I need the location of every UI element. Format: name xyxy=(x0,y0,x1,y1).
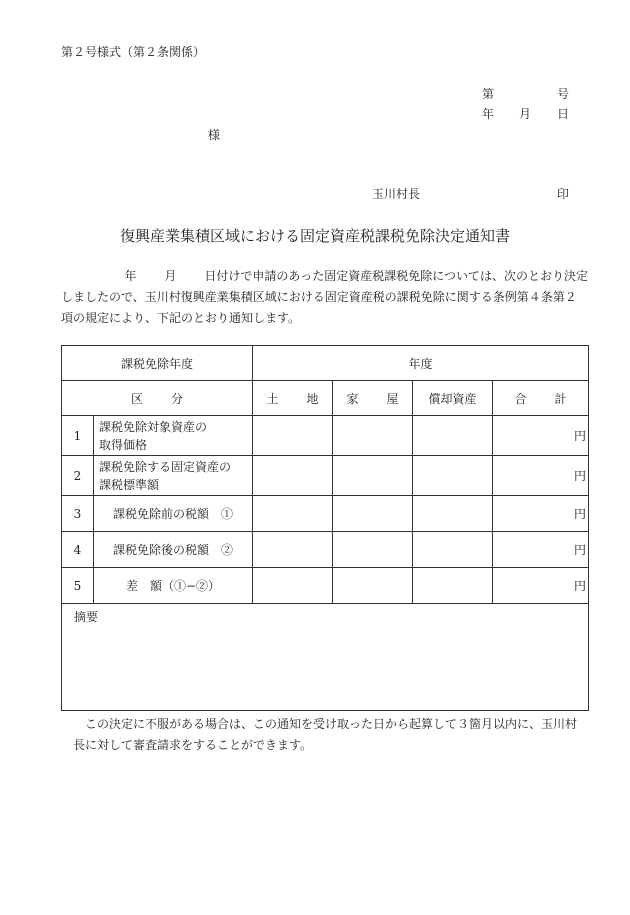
memo-cell[interactable] xyxy=(62,604,589,711)
land-value-cell[interactable] xyxy=(253,496,333,532)
column-total: 合 計 xyxy=(493,381,589,416)
total-cell[interactable]: 円 xyxy=(493,568,589,604)
row-label: 課税免除後の税額 ② xyxy=(94,532,253,568)
row-label: 差 額（①−②） xyxy=(94,568,253,604)
body-month: 月 xyxy=(164,269,177,283)
body-year: 年 xyxy=(124,269,137,283)
issuer-seal: 印 xyxy=(557,187,570,201)
table-row xyxy=(62,568,589,604)
house-value-cell[interactable] xyxy=(333,568,413,604)
table-row xyxy=(62,456,589,496)
table-row xyxy=(62,496,589,532)
house-value-cell[interactable] xyxy=(333,532,413,568)
document-number-suffix: 号 xyxy=(557,87,570,101)
depreciable-value-cell[interactable] xyxy=(413,532,493,568)
document-title: 復興産業集積区域における固定資産税課税免除決定通知書 xyxy=(119,227,510,245)
exemption-year-label: 課税免除年度 xyxy=(62,346,253,381)
column-house: 家 屋 xyxy=(333,381,413,416)
land-value-cell[interactable] xyxy=(253,456,333,496)
house-value-cell[interactable] xyxy=(333,416,413,456)
addressee-suffix: 様 xyxy=(208,128,221,142)
date-month: 月 xyxy=(519,107,532,121)
body-line-1 xyxy=(61,266,588,287)
house-value-cell[interactable] xyxy=(333,496,413,532)
depreciable-value-cell[interactable] xyxy=(413,568,493,604)
depreciable-value-cell[interactable] xyxy=(413,416,493,456)
total-cell[interactable]: 円 xyxy=(493,416,589,456)
row-number: 2 xyxy=(62,456,94,496)
land-value-cell[interactable] xyxy=(253,532,333,568)
date-day: 日 xyxy=(557,107,570,121)
exemption-year-value: 年度 xyxy=(253,346,589,381)
date-year: 年 xyxy=(482,107,495,121)
issuer-name: 玉川村長 xyxy=(372,187,421,201)
column-depreciable-assets: 償却資産 xyxy=(413,381,493,416)
exemption-table xyxy=(61,345,589,711)
row-number: 4 xyxy=(62,532,94,568)
memo-label: 摘要 xyxy=(74,610,99,624)
appeal-note-line-1: この決定に不服がある場合は、この通知を受け取った日から起算して３箇月以内に、玉川村 xyxy=(85,717,578,731)
appeal-note xyxy=(61,714,588,756)
land-value-cell[interactable] xyxy=(253,568,333,604)
document-number-prefix: 第 xyxy=(482,87,495,101)
row-number: 5 xyxy=(62,568,94,604)
total-cell[interactable]: 円 xyxy=(493,532,589,568)
row-number: 3 xyxy=(62,496,94,532)
row-label: 課税免除前の税額 ① xyxy=(94,496,253,532)
body-line-3: 項の規定により、下記のとおり通知します。 xyxy=(61,311,301,325)
body-paragraph xyxy=(61,266,588,329)
row-label: 課税免除する固定資産の 課税標準額 xyxy=(94,456,253,496)
total-cell[interactable]: 円 xyxy=(493,456,589,496)
total-cell[interactable]: 円 xyxy=(493,496,589,532)
form-number: 第２号様式（第２条関係） xyxy=(61,45,206,59)
table-row xyxy=(62,416,589,456)
depreciable-value-cell[interactable] xyxy=(413,456,493,496)
row-label: 課税免除対象資産の 取得価格 xyxy=(94,416,253,456)
row-number: 1 xyxy=(62,416,94,456)
land-value-cell[interactable] xyxy=(253,416,333,456)
appeal-note-line-2: 長に対して審査請求をすることができます。 xyxy=(73,738,313,752)
column-land: 土 地 xyxy=(253,381,333,416)
house-value-cell[interactable] xyxy=(333,456,413,496)
category-header: 区 分 xyxy=(62,381,253,416)
body-line-2: しましたので、玉川村復興産業集積区域における固定資産税の課税免除に関する条例第４条第２ xyxy=(61,290,577,304)
body-line-1-text: 日付けで申請のあった固定資産税課税免除については、次のとおり決定 xyxy=(204,269,588,283)
table-row xyxy=(62,532,589,568)
depreciable-value-cell[interactable] xyxy=(413,496,493,532)
